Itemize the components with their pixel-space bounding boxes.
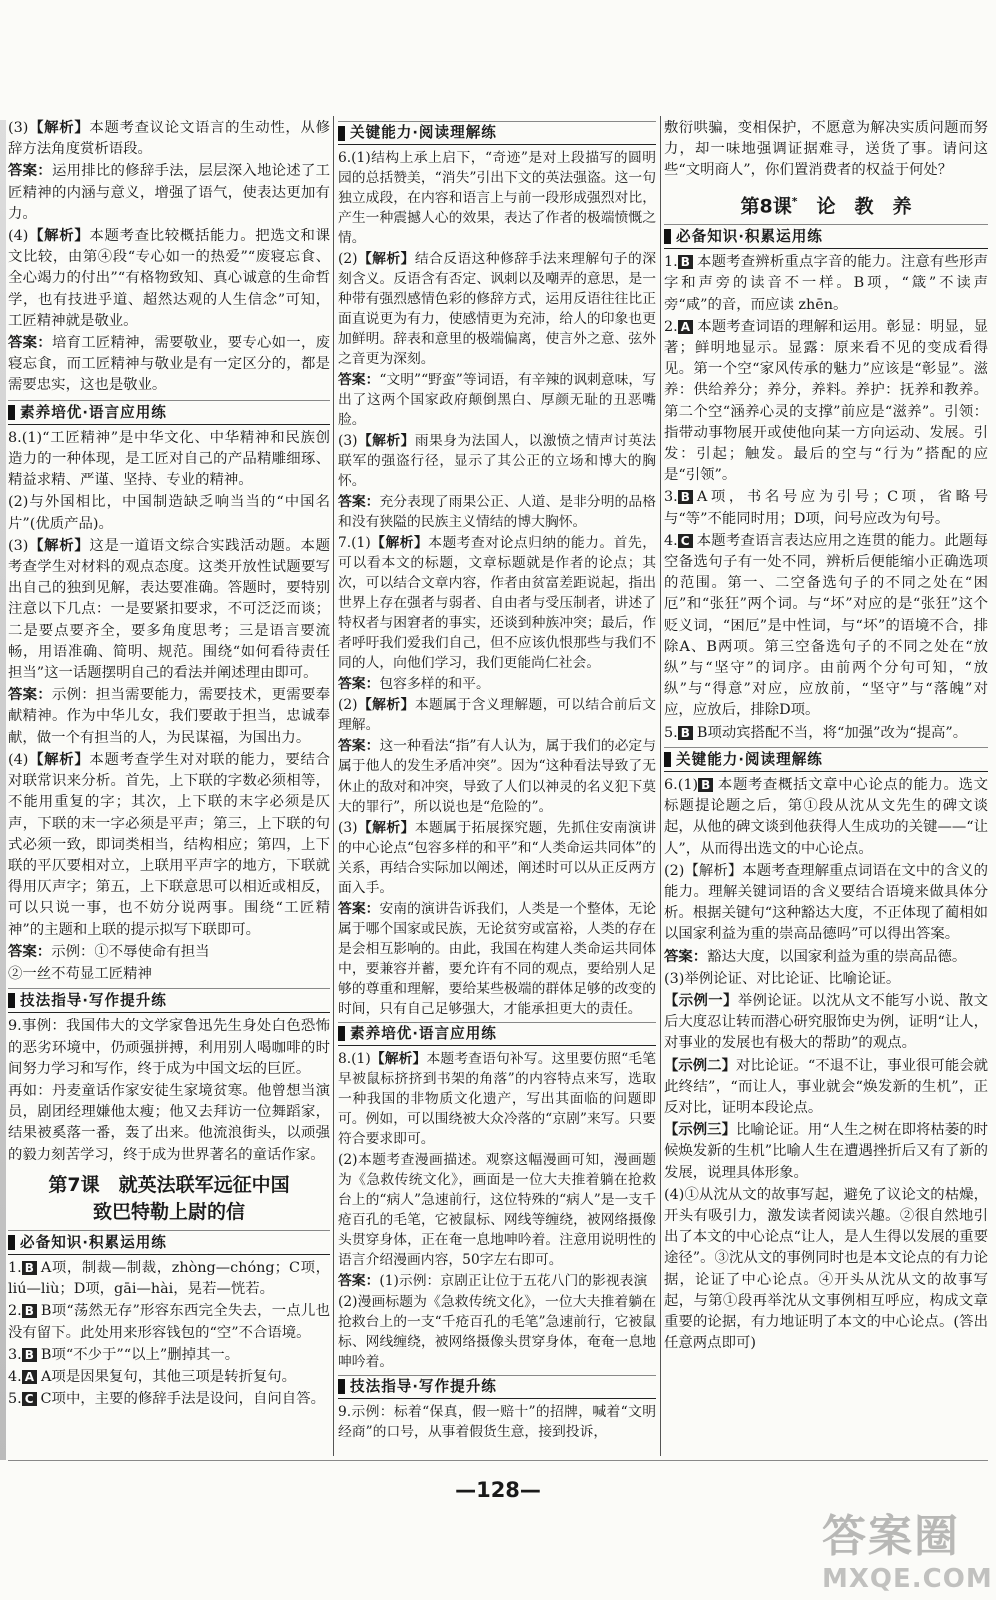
q-number: (3) bbox=[338, 819, 358, 836]
section-header bbox=[8, 988, 330, 1013]
section-title: 素养培优·语言应用练 bbox=[350, 1024, 497, 1042]
answer-box: B bbox=[22, 1261, 37, 1275]
answer-text: 本题考查概括文章中心论点的能力。选文标题提论题之后，第①段从沈从文先生的碑文谈起，从他的碑文谈到他获得人生成功的关键——“让人”，从而得出选文的中心论点。 bbox=[664, 777, 988, 857]
example-tag: 【示例二】 bbox=[664, 1057, 736, 1074]
answer-text: B项“不少于”“以上”删掉其一。 bbox=[40, 1346, 240, 1363]
q-number: 2. bbox=[664, 318, 678, 335]
lesson-title: 论 教 养 bbox=[816, 194, 912, 217]
answer-text: 本题考查词语的理解和运用。彰显：明显，显著；鲜明地显示。显露：原来看不见的变成看得见。第一个空“家风传承的魅力”应该是“彰显”。滋养：供给养分；养分，养料。养护：抚养和教养。第二个空“涵养心灵的支撑”前应是“滋养”。引领：指带动事物展开或使他向某一方向运动、发展。引发：引起；触发。最后的空与“行为”搭配的应是“引领”。 bbox=[664, 318, 988, 484]
answer-tag: 答案： bbox=[664, 948, 708, 965]
watermark-line-2: MXQE.COM bbox=[822, 1564, 993, 1594]
q-number: 5. bbox=[664, 724, 678, 741]
section-header bbox=[8, 1230, 330, 1255]
q6-3: (3)举例论证、对比论证、比喻论证。 bbox=[664, 970, 901, 987]
q6-1 bbox=[664, 775, 988, 860]
section-bar-icon bbox=[8, 405, 15, 420]
answer-box: B bbox=[698, 778, 713, 792]
answer-tag: 答案： bbox=[8, 163, 52, 180]
q6-2-answer bbox=[664, 947, 988, 968]
answer-tag: 答案： bbox=[8, 687, 52, 704]
q7-3-analysis bbox=[338, 818, 656, 898]
example-tag: 【示例三】 bbox=[664, 1122, 736, 1139]
analysis-text: 本题属于拓展探究题，先抓住安南演讲的中心论点“包容多样的和平”和“人类命运共同体”的关系，再结合实际加以阐述，阐述时可以从正反两方面入手。 bbox=[338, 819, 657, 896]
q-number: 3. bbox=[664, 489, 678, 506]
lesson-7-title bbox=[8, 1172, 330, 1226]
q8-4-answer bbox=[8, 942, 330, 963]
page-binding-edge bbox=[0, 120, 6, 1460]
q8-2: (2)本题考查漫画描述。观察这幅漫画可知，漫画题为《急救传统文化》，画面是一位大夫推着躺在抢救台上的“病人”急速前行，这位特殊的“病人”是一支千疮百孔的毛笔，它被鼠标、网线等缠绕，被网络摄像头贯穿身体，正在奄一息地呻吟着。注意用说明性的语言介绍漫画内容，50字左右即可。 bbox=[338, 1151, 656, 1268]
analysis-tag: 【解析】 bbox=[28, 751, 90, 768]
column-middle bbox=[338, 118, 656, 1443]
answer-tag: 答案： bbox=[338, 676, 380, 693]
answer-3 bbox=[8, 1345, 330, 1366]
section-header bbox=[8, 400, 330, 425]
answer-text: 充分表现了雨果公正、人道、是非分明的品格和没有狭隘的民族主义情结的博大胸怀。 bbox=[338, 494, 657, 531]
watermark-logo bbox=[822, 1500, 993, 1594]
q-number: 7.(1) bbox=[338, 535, 371, 552]
section-bar-icon bbox=[664, 752, 671, 767]
answer-tag: 答案： bbox=[338, 372, 380, 389]
section-header bbox=[338, 1375, 656, 1399]
q7-2-analysis bbox=[338, 695, 656, 735]
analysis-text: 本题考查学生对对联的能力，要结合对联常识来分析。首先，上下联的字数必须相等，不能用重复的字；其次，上下联的末字必须是仄声，下联的末一字必须是平声；第三，上下联的句式必须一致，即词类相当，结构相应；第四，上下联的平仄要相对立，上联用平声字的地方，下联就得用仄声字；第五，上下联意思可以相近或相反，可以只说一事，也不妨分说两事。围绕“工匠精神”的主题和上联的提示拟写下联即可。 bbox=[8, 751, 330, 938]
q8-4-analysis bbox=[8, 750, 330, 941]
section-header bbox=[664, 747, 988, 772]
answer-box: B bbox=[678, 255, 693, 269]
section-title: 必备知识·积累运用练 bbox=[20, 1233, 167, 1251]
column-divider bbox=[660, 116, 661, 1456]
answer-text: A项是因果复句，其他三项是转折复句。 bbox=[41, 1368, 297, 1385]
q-number: (3) bbox=[8, 537, 29, 554]
q6-3-analysis bbox=[338, 431, 656, 491]
answer-box: B bbox=[678, 726, 693, 740]
section-title: 技法指导·写作提升练 bbox=[20, 992, 167, 1010]
q-number: (4) bbox=[8, 751, 29, 768]
answer-tag: 答案： bbox=[338, 494, 380, 511]
answer-text: 这一种看法“指”有人认为，属于我们的必定与属于他人的发生矛盾冲突”。因为“这种看法导致了无休止的敌对和冲突，导致了人们以神灵的名义犯下莫大的罪行”，所以说也是“危险的”。 bbox=[338, 738, 656, 815]
q-number: 4. bbox=[664, 532, 678, 549]
answer-tag: 答案： bbox=[8, 335, 52, 352]
lesson-title-line-2: 致巴特勒上尉的信 bbox=[92, 1200, 245, 1223]
answer-tag: 答案： bbox=[338, 738, 380, 755]
section-bar-icon bbox=[664, 229, 671, 244]
answer-tag: 答案： bbox=[8, 943, 52, 960]
analysis-tag: 【解析】 bbox=[28, 228, 90, 245]
example-2 bbox=[664, 1056, 988, 1120]
analysis-text: 本题考查议论文语言的生动性，从修辞方法角度赏析语段。 bbox=[8, 120, 330, 158]
q6-1: 6.(1)结构上承上启下，“奇迹”是对上段描写的圆明园的总括赞美，“消失”引出下文的英法强盗。这一句独立成段，在内容和语言上与前一段形成强烈对比，产生一种震撼人心的效果，表达了作者的极端愤慨之情。 bbox=[338, 150, 656, 247]
q6-3-answer bbox=[338, 492, 656, 532]
answer-1 bbox=[664, 252, 988, 316]
section-bar-icon bbox=[8, 1235, 15, 1250]
answer-text: 本题考查语言表达应用之连贯的能力。此题每空备选句子有一处不同，辨析后便能缩小正确选项的范围。第一、二空备选句子的不同之处在“困厄”和“张狂”两个词。与“坏”对应的是“张狂”这个贬义词，“困厄”是中性词，与“坏”的语境不合，排除A、B两项。第三空备选句子的不同之处在“放纵”与“坚守”的词序。由前两个分句可知，“放纵”与“得意”对应，应放前，“坚守”与“落魄”对应，应放后，排除D项。 bbox=[664, 532, 988, 719]
analysis-text: 本题考查语句补写。这里要仿照“毛笔早被鼠标挤挤到书架的角落”的内容特点来写，选取一种我国的非物质文化遗产，写出其面临的问题即可。例如，可以围绕被大众冷落的“京剧”来写。只要符合要求即可。 bbox=[338, 1050, 656, 1147]
q6-2-analysis bbox=[338, 249, 656, 369]
analysis-text: 结合反语这种修辞手法来理解句子的深刻含义。反语含有否定、讽刺以及嘲弄的意思，是一种带有强烈感情色彩的修辞方式，运用反语往往比正面直说更为有力，使感情更为充沛，给人的印象也更加鲜明。辞表和意里的极端偏离，使言外之意、弦外之音更为深刻。 bbox=[338, 251, 657, 368]
section-title: 关键能力·阅读理解练 bbox=[350, 124, 497, 141]
analysis-text: 本题属于含义理解题，可以结合前后文理解。 bbox=[338, 697, 657, 734]
answer-text: 安南的演讲告诉我们，人类是一个整体，无论属于哪个国家或民族，无论贫穷或富裕，人类的存在是会相互影响的。由此，我国在构建人类命运共同体中，要兼容并蓄，要允许有不同的观点，要给别人足够的尊重和理解，要给某些极端的群体足够的改变的时间，只有自己足够强大，才能承担更大的责任。 bbox=[338, 900, 657, 1017]
section-bar-icon bbox=[8, 993, 15, 1008]
q-number: (2) bbox=[338, 251, 358, 268]
q7-2-answer bbox=[338, 736, 656, 816]
answer-2 bbox=[8, 1301, 330, 1343]
q-number: 3. bbox=[8, 1346, 22, 1363]
section-title: 必备知识·积累运用练 bbox=[676, 227, 823, 245]
answer-tag: 答案： bbox=[338, 1272, 380, 1289]
answer-text: 示例：①不辱使命有担当 bbox=[51, 943, 210, 960]
answer-5 bbox=[8, 1389, 330, 1410]
q-number: (3) bbox=[338, 433, 358, 450]
section-title: 素养培优·语言应用练 bbox=[20, 403, 167, 421]
q-number: (4) bbox=[8, 228, 29, 245]
answer-text: A项，书名号应为引号；C项，省略号与“等”不能同时用；D项，问号应改为句号。 bbox=[664, 489, 988, 527]
q4-answer bbox=[8, 333, 330, 397]
example-text: 比喻论证。用“人生之树在即将枯萎的时候焕发新的生机”比喻人生在遭遇挫折后又有了新的发展，说理具体形象。 bbox=[664, 1122, 988, 1181]
q-number: 2. bbox=[8, 1303, 22, 1320]
answer-text: 豁达大度，以国家利益为重的崇高品德。 bbox=[707, 948, 967, 965]
answer-text: 示例：担当需要能力，需要技术，更需要奉献精神。作为中华儿女，我们要敢于担当，忠诚奉献，做一个有担当的人，为民谋福，为国出力。 bbox=[8, 687, 330, 746]
answer-text: 本题考查辨析重点字音的能力。注意有些形声字和声旁的读音不一样。B项，“箴”不读声旁“咸”的音，而应读 zhēn。 bbox=[664, 254, 988, 313]
column-divider bbox=[333, 116, 334, 1456]
analysis-tag: 【解析】 bbox=[357, 697, 415, 714]
answer-text: 运用排比的修辞手法，层层深入地论述了工匠精神的内涵与意义，增强了语气，使表达更加有力。 bbox=[8, 163, 330, 222]
section-header bbox=[338, 1022, 656, 1046]
analysis-tag: 【解析】 bbox=[28, 537, 90, 554]
column-right bbox=[664, 118, 988, 1356]
section-bar-icon bbox=[338, 126, 345, 141]
section-bar-icon bbox=[338, 1379, 345, 1394]
answer-text: “文明”“野蛮”等词语，有辛辣的讽刺意味，写出了这两个国家政府颠倒黑白、厚颜无耻的丑恶嘴脸。 bbox=[338, 372, 657, 429]
q-number: 8.(1) bbox=[338, 1050, 371, 1067]
q4-analysis bbox=[8, 226, 330, 332]
q9-b: 再如：丹麦童话作家安徒生家境贫寒。他曾想当演员，剧团经理嫌他太瘦；他又去拜访一位舞蹈家，结果被奚落一番，轰了出来。他流浪街头，以顽强的毅力刻苦学习，终于成为世界著名的童话作家。 bbox=[8, 1082, 330, 1163]
q8-3-answer bbox=[8, 685, 330, 749]
answer-box: C bbox=[678, 534, 693, 548]
q8-1-analysis bbox=[338, 1049, 656, 1149]
example-text: 对比论证。“不退不让，事业很可能会就此终结”，“而让人，事业就会“焕发新的生机”，正反对比，证明本段论点。 bbox=[664, 1057, 988, 1117]
answer-2 bbox=[664, 317, 988, 487]
analysis-text: 这是一道语文综合实践活动题。本题考查学生对材料的观点态度。这类开放性试题要写出自己的独到见解，表达要准确。答题时，要特别注意以下几点：一是要紧扣要求，不可泛泛而谈；二是要点要齐全，要多角度思考；三是语言要流畅，用语准确、简明、规范。围绕“如何看待责任担当”这一话题摆明自己的看法并阐述理由即可。 bbox=[8, 537, 330, 682]
q-number: 6.(1) bbox=[664, 777, 699, 794]
q7-1-answer bbox=[338, 674, 656, 694]
answer-5 bbox=[664, 723, 988, 744]
answer-1 bbox=[8, 1258, 330, 1300]
q3-analysis bbox=[8, 118, 330, 160]
q8-answer bbox=[338, 1271, 656, 1291]
answer-3 bbox=[664, 487, 988, 529]
analysis-tag: 【解析】 bbox=[370, 535, 429, 552]
q8-3-analysis bbox=[8, 536, 330, 684]
lesson-number: 第8课 bbox=[740, 194, 792, 217]
footer-rule bbox=[8, 1460, 988, 1461]
analysis-tag: 【解析】 bbox=[357, 819, 415, 836]
q8-2: (2)与外国相比，中国制造缺乏响当当的“中国名片”(优质产品)。 bbox=[8, 494, 330, 532]
q-number: 1. bbox=[664, 254, 678, 271]
answer-box: B bbox=[22, 1304, 37, 1318]
q3-answer bbox=[8, 161, 330, 225]
answer-text: A项，制裁—制裁，zhòng—chóng；C项，liú—liù；D项，gāi—hài，晃若—恍若。 bbox=[8, 1259, 330, 1298]
answer-4 bbox=[8, 1367, 330, 1388]
analysis-tag: 【解析】 bbox=[28, 120, 90, 136]
section-bar-icon bbox=[338, 1026, 345, 1041]
answer-tag: 答案： bbox=[338, 900, 380, 917]
section-title: 技法指导·写作提升练 bbox=[350, 1377, 497, 1395]
q9: 9.示例：标着“保真，假一赔十”的招牌，喊着“文明经商”的口号，从事着假货生意，接到投诉， bbox=[338, 1403, 656, 1440]
answer-box: C bbox=[22, 1392, 37, 1406]
q7-3-answer bbox=[338, 899, 656, 1019]
answer-text: 培育工匠精神，需要敬业，要专心如一，废寝忘食，而工匠精神与敬业是有一定区分的，都是需要忠实，这也是敬业。 bbox=[8, 335, 330, 394]
answer-box: A bbox=[22, 1370, 37, 1384]
lesson-star: * bbox=[791, 194, 798, 208]
q8-answer-2: (2)漫画标题为《急救传统文化》，一位大夫推着躺在抢救台上的一支“千疮百孔的毛笔”急速前行，它被鼠标、网线缠绕，被网络摄像头贯穿身体，奄奄一息地呻吟着。 bbox=[338, 1293, 656, 1370]
q-number: (3) bbox=[8, 120, 29, 136]
q-number: (2) bbox=[338, 697, 358, 714]
answer-box: A bbox=[678, 320, 693, 334]
analysis-tag: 【解析】 bbox=[357, 433, 415, 450]
analysis-tag: 【解析】 bbox=[357, 251, 415, 268]
watermark-line-1: 答案圈 bbox=[822, 1511, 960, 1562]
section-title: 关键能力·阅读理解练 bbox=[676, 750, 823, 768]
example-1 bbox=[664, 991, 988, 1055]
analysis-text: 雨果身为法国人，以激愤之情声讨英法联军的强盗行径，显示了其公正的立场和博大的胸怀。 bbox=[338, 433, 657, 490]
q8-1: 8.(1)“工匠精神”是中华文化、中华精神和民族创造力的一种体现，是工匠对自己的产品精雕细琢、精益求精、严谨、坚持、专业的精神。 bbox=[8, 429, 330, 489]
section-header bbox=[664, 224, 988, 249]
analysis-tag: 【解析】 bbox=[370, 1050, 427, 1067]
answer-box: B bbox=[22, 1348, 37, 1362]
lesson-title-line-1: 第7课 就英法联军远征中国 bbox=[48, 1173, 290, 1196]
answer-text: C项中，主要的修辞手法是设问，自问自答。 bbox=[40, 1391, 325, 1408]
q9-continued: 敷衍哄骗，变相保护，不愿意为解决实质问题而努力，却一味地强调证据难寻，送货了事。请问这些“文明商人”，你们置消费者的权益于何处？ bbox=[664, 120, 988, 179]
answer-box: B bbox=[678, 490, 693, 504]
q-number: 1. bbox=[8, 1259, 22, 1276]
lesson-8-title bbox=[664, 188, 988, 220]
answer-text: B项“荡然无存”形容东西完全失去，一点儿也没有留下。此处用来形容钱包的“空”不合语境。 bbox=[8, 1303, 330, 1341]
example-3 bbox=[664, 1120, 988, 1184]
q9: 9.事例：我国伟大的文学家鲁迅先生身处白色恐怖的恶劣环境中，仍顽强拼搏，利用别人喝咖啡的时间努力学习和写作，终于成为中国文坛的巨匠。 bbox=[8, 1018, 330, 1077]
answer-text: 包容多样的和平。 bbox=[379, 676, 490, 693]
section-header bbox=[338, 121, 656, 145]
q7-1-analysis bbox=[338, 533, 656, 673]
column-left bbox=[8, 118, 330, 1411]
q-number: 4. bbox=[8, 1368, 22, 1385]
answer-text: (1)示例：京剧正让位于五花八门的影视表演 bbox=[379, 1272, 648, 1289]
analysis-text: 本题考查比较概括能力。把选文和课文比较，由第④段“专心如一的热爱”“废寝忘食、全心竭力的付出”“有格物致知、真心诚意的生命哲学，也有技进乎道、超然达观的人生信念”可知，工匠精神就是敬业。 bbox=[8, 228, 330, 329]
q6-2-answer bbox=[338, 370, 656, 430]
q-number: 5. bbox=[8, 1391, 22, 1408]
answer-4 bbox=[664, 531, 988, 722]
q6-4: (4)①从沈从文的故事写起，避免了议论文的枯燥，开头有吸引力，激发读者阅读兴趣。②很自然地引出了本文的中心论点“让人，是人生得以发展的重要途径”。③沈从文的事例同时也是本文论点的有力论据，论证了中心论点。④开头从沈从文的故事写起，与第①段再举沈从文事例相互呼应，构成文章重要的论据，有力地证明了本文的中心论点。(答出任意两点即可) bbox=[664, 1186, 988, 1352]
page-number: —128— bbox=[455, 1478, 541, 1502]
answer-text: B项动宾搭配不当，将“加强”改为“提高”。 bbox=[696, 724, 968, 741]
q8-4-answer-2: ②一丝不苟显工匠精神 bbox=[8, 965, 152, 982]
analysis-text: 本题考查对论点归纳的能力。首先，可以看本文的标题，文章标题就是作者的论点；其次，可以结合文章内容，作者由贫富差距说起，指出世界上存在强者与弱者、自由者与受压制者，讲述了特权者与困窘者的事实，还谈到种族冲突；最后，作者呼吁我们爱我们自己，但不应该仇恨那些与我们不同的人，向他们学习，我们更能尚仁社会。 bbox=[338, 535, 657, 672]
example-text: 举例论证。以沈从文不能写小说、散文后大度忍让转而潜心研究服饰史为例，证明“让人，对事业的发展也有极大的帮助”的观点。 bbox=[664, 993, 988, 1052]
example-tag: 【示例一】 bbox=[664, 993, 738, 1010]
q6-2: (2)【解析】本题考查理解重点词语在文中的含义的能力。理解关键词语的含义要结合语境来做具体分析。根据关键句“这种豁达大度，不正体现了蔺相如以国家利益为重的崇高品德吗”可以得出答案。 bbox=[664, 862, 988, 943]
